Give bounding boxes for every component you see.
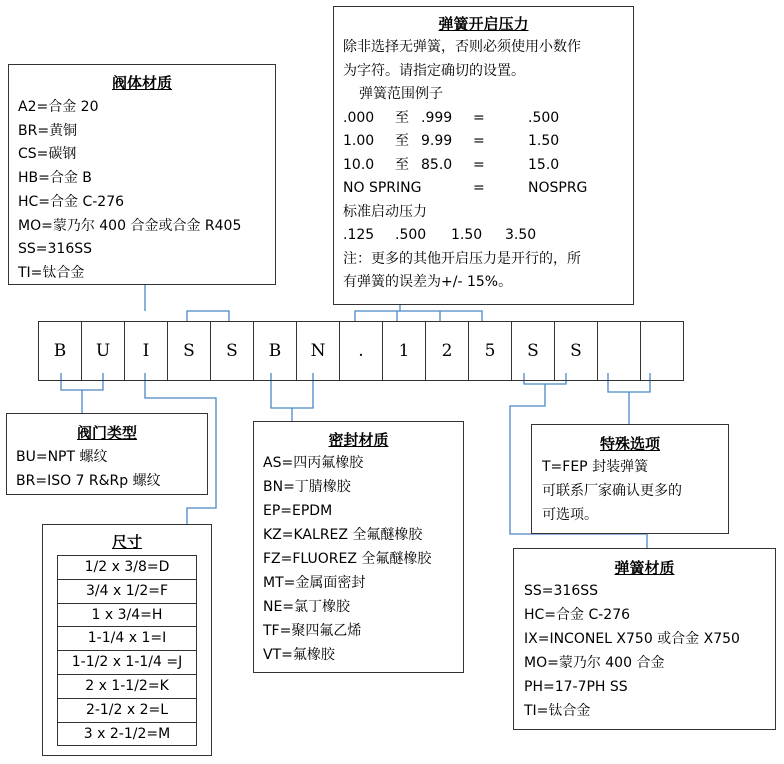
seal-material-item: EP=EPDM (263, 503, 333, 519)
size-item: 3/4 x 1/2=F (58, 580, 196, 604)
range-from: 1.00 (343, 133, 375, 149)
range-to-word: 至 (395, 133, 409, 149)
seal-material-item: MT=金属面密封 (263, 575, 366, 591)
body-material-title: 阀体材质 (111, 74, 172, 92)
code-cell: S (555, 321, 598, 381)
standard-pressure-row (343, 224, 633, 248)
code-cell (598, 321, 641, 381)
nospring-value: NOSPRG (528, 180, 588, 196)
code-cell: . (340, 321, 383, 381)
special-options-line: 可选项。 (542, 507, 598, 523)
size-item: 3 x 2-1/2=M (83, 725, 171, 742)
code-cell: S (211, 321, 254, 381)
range-to: .999 (421, 109, 453, 126)
spring-material-item: SS=316SS (524, 583, 598, 599)
spring-pressure-box (333, 6, 634, 305)
seal-material-box (253, 421, 464, 673)
seal-material-title: 密封材质 (328, 431, 389, 449)
range-to-word: 至 (395, 109, 409, 126)
body-material-box (8, 64, 276, 285)
special-options-line: 可联系厂家确认更多的 (542, 483, 682, 499)
spring-material-item: PH=17-7PH SS (524, 679, 628, 695)
range-from: .000 (343, 109, 375, 126)
code-cell: S (512, 321, 555, 381)
spring-material-item: HC=合金 C-276 (524, 607, 631, 623)
seal-material-item: KZ=KALREZ 全氟醚橡胶 (263, 527, 423, 543)
seal-material-item: BN=丁腈橡胶 (263, 479, 351, 495)
code-cell: B (38, 321, 82, 381)
range-eq: = (473, 133, 485, 149)
valve-type-item: BR=ISO 7 R&Rp 螺纹 (16, 473, 161, 489)
spring-pressure-title: 弹簧开启压力 (438, 15, 529, 33)
special-options-box (531, 424, 729, 534)
size-item: 1-1/2 x 1-1/4 =J (58, 651, 196, 675)
seal-material-item: VT=氟橡胶 (263, 647, 335, 663)
standard-pressure-value: 3.50 (505, 227, 537, 243)
valve-type-title: 阀门类型 (76, 424, 137, 442)
body-material-item: SS=316SS (18, 241, 92, 258)
body-material-item: CS=碳钢 (18, 146, 77, 163)
spring-material-item: TI=钛合金 (524, 703, 591, 719)
standard-pressure-value: .125 (343, 227, 375, 243)
spring-range-row (343, 154, 633, 178)
spring-material-item: IX=INCONEL X750 或合金 X750 (524, 631, 740, 647)
body-material-item: HB=合金 B (18, 170, 92, 187)
code-cell: N (297, 321, 340, 381)
nospring-eq: = (473, 180, 485, 196)
valve-type-box (6, 413, 208, 495)
seal-material-item: NE=氯丁橡胶 (263, 599, 351, 615)
size-item: 1/2 x 3/8=D (58, 556, 196, 580)
code-cell (641, 321, 684, 381)
size-table (57, 555, 197, 746)
code-cell: B (254, 321, 297, 381)
special-options-title: 特殊选项 (599, 435, 660, 453)
range-value: .500 (528, 109, 560, 126)
connector-body-material (187, 311, 229, 321)
connector-spring-pressure (355, 311, 482, 321)
seal-material-item: FZ=FLUOREZ 全氟醚橡胶 (263, 551, 432, 567)
nospring-row (343, 177, 633, 201)
range-from: 10.0 (343, 156, 375, 173)
range-eq: = (473, 109, 485, 126)
size-title: 尺寸 (111, 533, 142, 551)
special-options-line: T=FEP 封装弹簧 (542, 459, 649, 475)
nospring-label: NO SPRING (343, 180, 422, 196)
code-cell: S (168, 321, 211, 381)
spring-material-item: MO=蒙乃尔 400 合金 (524, 655, 665, 671)
standard-pressure-value: 1.50 (451, 227, 483, 243)
body-material-item: A2=合金 20 (18, 99, 99, 115)
spring-range-heading: 弹簧范围例子 (359, 86, 443, 102)
body-material-item: MO=蒙乃尔 400 合金或合金 R405 (18, 217, 242, 234)
size-item: 1-1/4 x 1=I (58, 627, 196, 651)
range-eq: = (473, 156, 485, 173)
code-cell: I (125, 321, 168, 381)
size-item: 2-1/2 x 2=L (58, 699, 196, 723)
code-cell: 5 (469, 321, 512, 381)
size-item: 2 x 1-1/2=K (58, 675, 196, 699)
range-to-word: 至 (395, 156, 409, 173)
spring-material-title: 弹簧材质 (614, 559, 675, 577)
spring-pressure-note: 注：更多的其他开启压力是开行的，所 (343, 250, 581, 267)
spring-pressure-intro: 为字符。请指定确切的设置。 (343, 62, 525, 79)
code-cell: 1 (383, 321, 426, 381)
body-material-item: TI=钛合金 (18, 264, 85, 281)
range-to: 85.0 (421, 156, 453, 173)
spring-range-row (343, 130, 633, 154)
standard-pressure-value: .500 (395, 227, 427, 243)
range-to: 9.99 (421, 133, 453, 149)
body-material-item: BR=黄铜 (18, 122, 78, 139)
valve-type-item: BU=NPT 螺纹 (16, 449, 108, 465)
spring-material-box (513, 548, 776, 730)
code-cell: 2 (426, 321, 469, 381)
spring-range-row (343, 107, 633, 131)
size-box (42, 524, 212, 756)
size-item: 1 x 3/4=H (58, 604, 196, 628)
body-material-item: HC=合金 C-276 (18, 193, 125, 210)
code-cell: U (82, 321, 125, 381)
spring-pressure-note: 有弹簧的误差为+/- 15%。 (343, 274, 513, 290)
range-value: 15.0 (528, 156, 560, 173)
model-code-row (38, 321, 684, 381)
range-value: 1.50 (528, 133, 560, 149)
standard-pressure-heading: 标准启动压力 (343, 203, 427, 220)
seal-material-item: AS=四丙氟橡胶 (263, 455, 364, 471)
seal-material-item: TF=聚四氟乙烯 (263, 623, 362, 639)
spring-pressure-intro: 除非选择无弹簧，否则必须使用小数作 (343, 39, 581, 55)
